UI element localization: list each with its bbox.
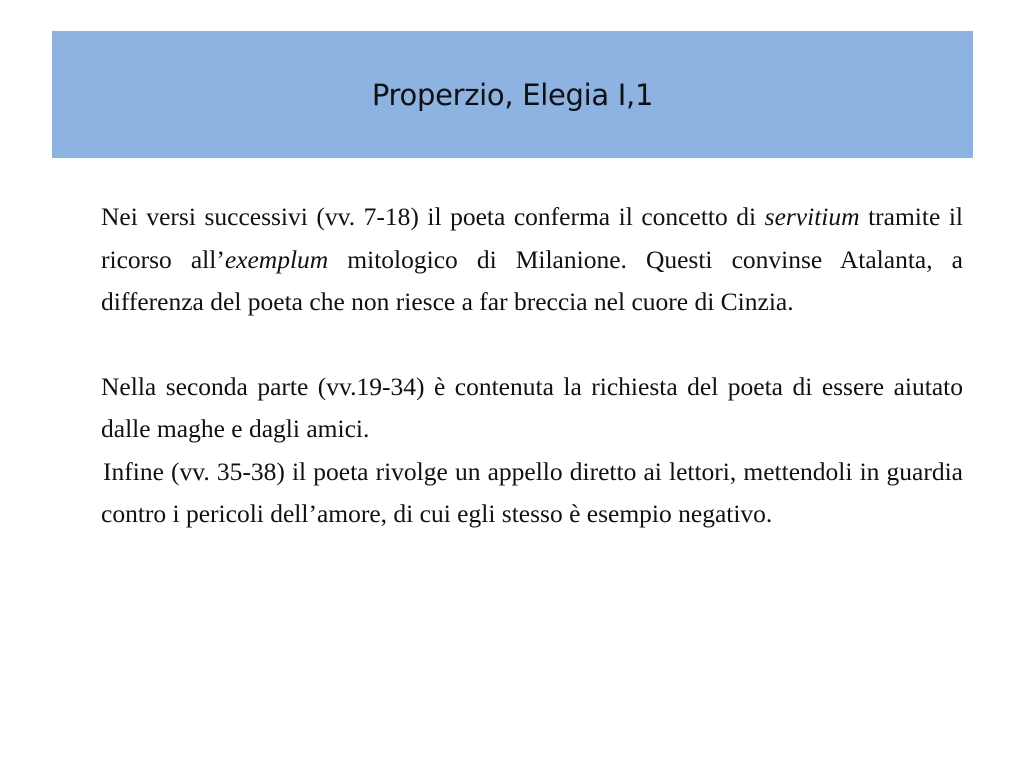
paragraph-seconda-parte: Nella seconda parte (vv.19-34) è contenuta la richiesta del poeta di essere aiutato dalle maghe e dagli amici. bbox=[101, 371, 963, 443]
slide-title: Properzio, Elegia I,1 bbox=[371, 77, 654, 112]
paragraph-1-italic-servitium: servitium bbox=[764, 202, 860, 231]
slide-body bbox=[101, 196, 963, 536]
slide-title-bar bbox=[52, 31, 973, 158]
paragraph-1-text-b: tramite il ricorso all’ bbox=[101, 202, 964, 274]
paragraph-1-text-a: Nei versi successivi (vv. 7-18) il poeta conferma il concetto di bbox=[101, 202, 765, 231]
paragraph-infine: Infine (vv. 35-38) il poeta rivolge un appello diretto ai lettori, mettendoli in guardia contro i pericoli dell’amore, di cui egli stesso è esempio negativo. bbox=[101, 456, 963, 528]
paragraph-milanione bbox=[101, 196, 963, 324]
paragraph-1-text-c: mitologico di Milanione. Questi convinse Atalanta, a differenza del poeta che non riesce a far breccia nel cuore di Cinzia. bbox=[101, 244, 963, 316]
paragraph-1-italic-exemplum: exemplum bbox=[224, 244, 329, 274]
